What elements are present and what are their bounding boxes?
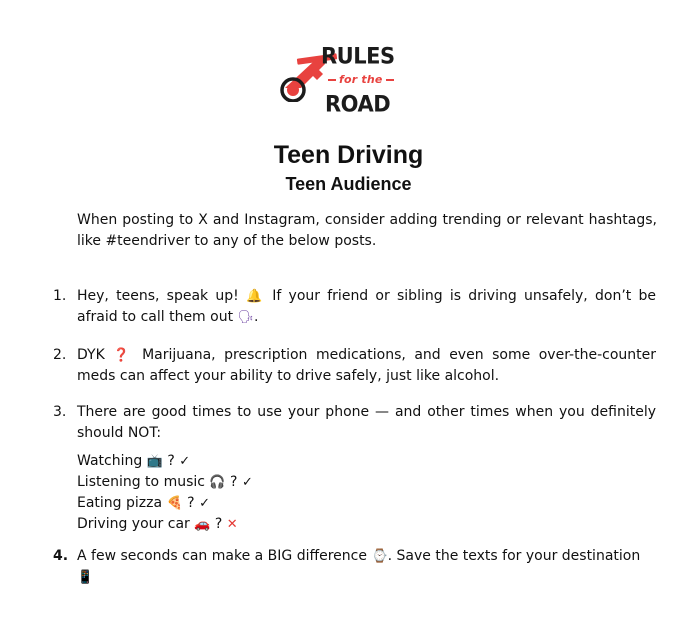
list-item-text: A few seconds can make a BIG difference ⌚. Save the texts for your destination 📱	[77, 548, 641, 585]
list-number: 4.	[53, 548, 69, 564]
logo-for-the: for the	[325, 68, 403, 92]
mobile-phone-icon: 📱	[77, 570, 94, 585]
car-icon: 🚗	[194, 517, 211, 532]
check-mark-icon: ✓	[241, 475, 253, 490]
watch-icon: ⌚	[371, 549, 388, 564]
logo-road: ROAD	[325, 91, 391, 117]
list-item-text: Hey, teens, speak up! 🔔 If your friend or sibling is driving unsafely, don’t be afraid to call them out 🗣.	[77, 288, 656, 325]
speaking-head-icon: 🗣	[237, 310, 255, 325]
pizza-icon: 🍕	[166, 496, 183, 511]
intro-paragraph: When posting to X and Instagram, consider adding trending or relevant hashtags, like #teendriver to any of the below posts.	[77, 212, 657, 249]
headphones-icon: 🎧	[209, 475, 226, 490]
bell-icon: 🔔	[246, 289, 265, 304]
sub-item-watching: Watching 📺 ? ✓	[77, 453, 191, 469]
cross-mark-icon: ✕	[226, 517, 238, 532]
list-number: 2.	[53, 347, 67, 363]
sub-item-eating: Eating pizza 🍕 ? ✓	[77, 495, 210, 511]
rules-for-the-road-logo	[279, 44, 403, 120]
page-title: Teen Driving	[273, 141, 424, 169]
list-item-text: There are good times to use your phone — and other times when you definitely should NOT:	[77, 404, 656, 441]
logo-rules: RULES	[321, 43, 395, 69]
list-number: 3.	[53, 404, 67, 420]
check-mark-icon: ✓	[179, 454, 191, 469]
television-icon: 📺	[146, 454, 163, 469]
list-item-text: DYK ❓ Marijuana, prescription medications, and even some over-the-counter meds can affect your ability to drive safely, just like alcohol.	[77, 347, 657, 384]
question-mark-icon: ❓	[113, 348, 134, 363]
check-mark-icon: ✓	[199, 496, 210, 511]
sub-item-listening: Listening to music 🎧 ? ✓	[77, 474, 253, 490]
sub-item-driving: Driving your car 🚗 ? ✕	[77, 516, 238, 532]
list-number: 1.	[53, 288, 67, 304]
page-subtitle: Teen Audience	[285, 174, 412, 194]
